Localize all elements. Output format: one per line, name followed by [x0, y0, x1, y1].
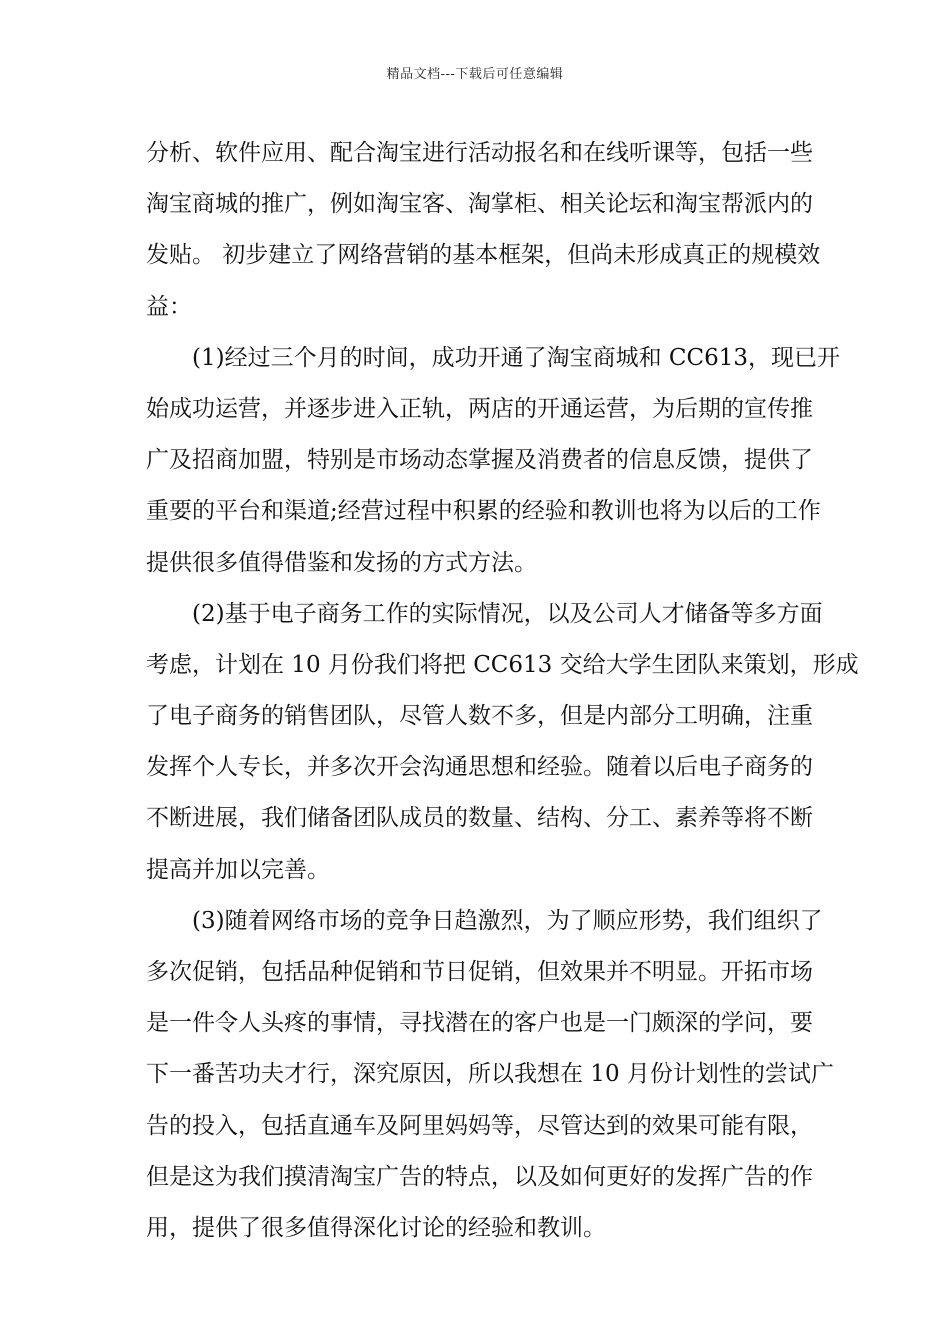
text-line: 发挥个人专长，并多次开会沟通思想和经验。随着以后电子商务的 [146, 754, 813, 781]
text-line: 下一番苦功夫才行，深究原因，所以我想在 10 月份计划性的尝试广 [146, 1061, 834, 1088]
text-line: 多次促销，包括品种促销和节日促销，但效果并不明显。开拓市场 [146, 959, 813, 985]
text-line: 益： [146, 293, 192, 320]
text-line: (1)经过三个月的时间，成功开通了淘宝商城和 CC613，现已开 [146, 344, 840, 371]
text-line: 但是这为我们摸清淘宝广告的特点，以及如何更好的发挥广告的作 [146, 1163, 813, 1190]
text-line: (2)基于电子商务工作的实际情况，以及公司人才储备等多方面 [146, 600, 823, 627]
page-header: 精品文档---下载后可任意编辑 [386, 67, 564, 82]
text-line: 告的投入，包括直通车及阿里妈妈等，尽管达到的效果可能有限， [146, 1112, 813, 1139]
text-line: 提高并加以完善。 [146, 856, 330, 883]
text-line: 重要的平台和渠道;经营过程中积累的经验和教训也将为以后的工作 [146, 498, 821, 525]
text-line: 分析、软件应用、配合淘宝进行活动报名和在线听课等，包括一些 [146, 140, 813, 166]
text-line: 广及招商加盟，特别是市场动态掌握及消费者的信息反馈，提供了 [146, 447, 813, 474]
text-line: 是一件令人头疼的事情，寻找潜在的客户也是一门颇深的学问，要 [146, 1010, 813, 1037]
text-line: 用，提供了很多值得深化讨论的经验和教训。 [146, 1214, 606, 1241]
text-line: (3)随着网络市场的竞争日趋激烈，为了顺应形势，我们组织了 [146, 907, 823, 934]
text-line: 发贴。 初步建立了网络营销的基本框架，但尚未形成真正的规模效 [146, 242, 821, 269]
text-line: 淘宝商城的推广，例如淘宝客、淘掌柜、相关论坛和淘宝帮派内的 [146, 191, 813, 218]
text-line: 提供很多值得借鉴和发扬的方式方法。 [146, 549, 537, 576]
text-line: 了电子商务的销售团队，尽管人数不多，但是内部分工明确，注重 [146, 703, 813, 730]
text-line: 始成功运营，并逐步进入正轨，两店的开通运营，为后期的宣传推 [146, 395, 813, 422]
document-body [146, 128, 859, 1254]
text-line: 不断进展，我们储备团队成员的数量、结构、分工、素养等将不断 [146, 805, 813, 832]
text-line: 考虑，计划在 10 月份我们将把 CC613 交给大学生团队来策划，形成 [146, 651, 859, 678]
